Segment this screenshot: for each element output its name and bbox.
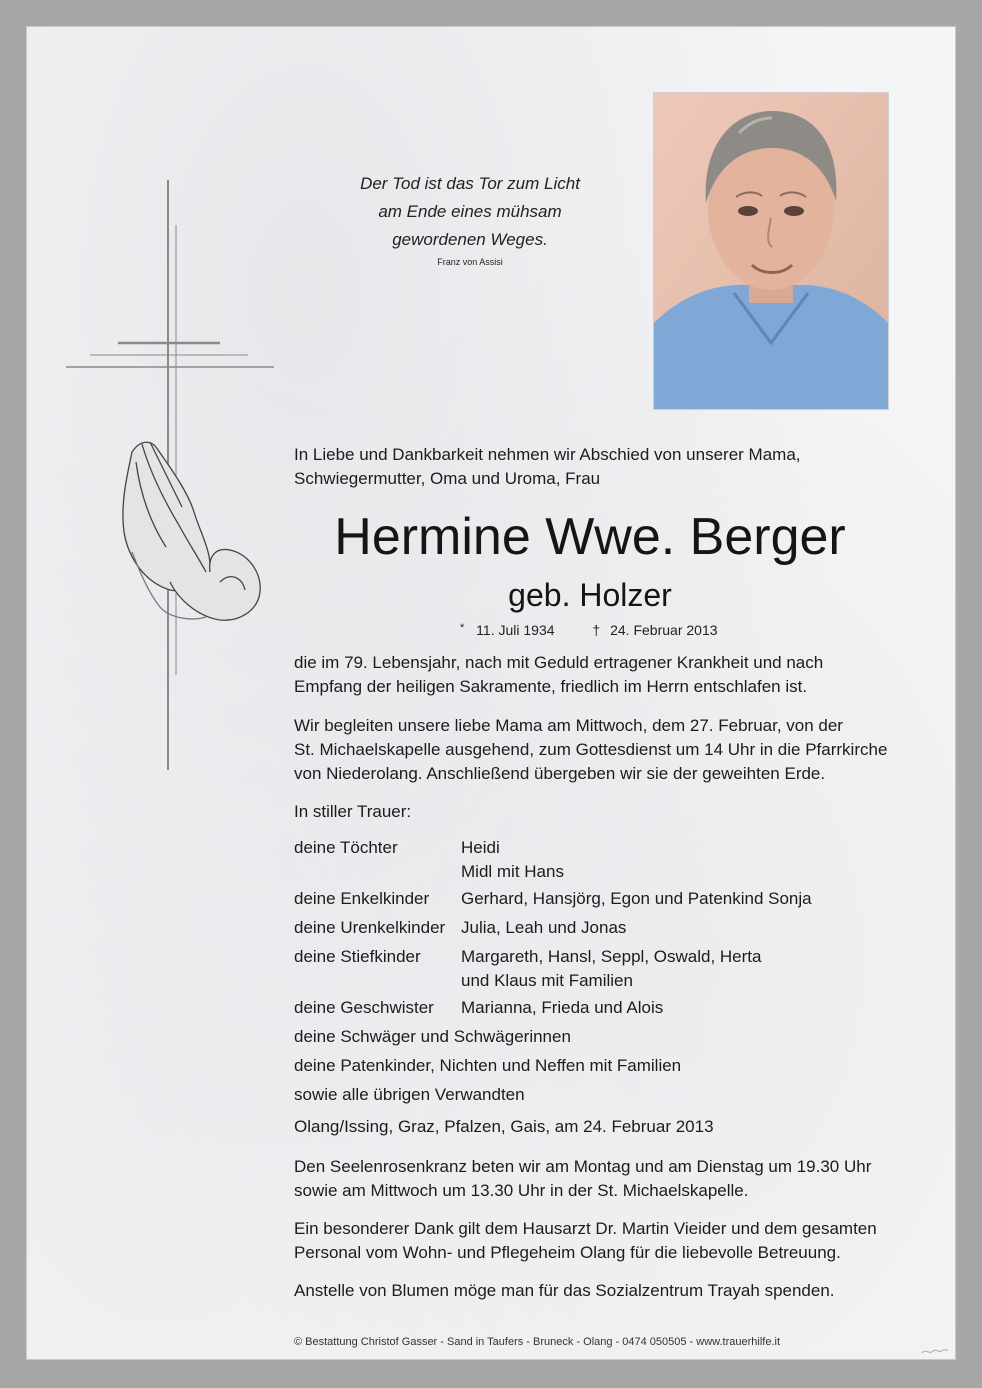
relation-label: deine Stiefkinder <box>294 947 421 966</box>
intro-line-1: In Liebe und Dankbarkeit nehmen wir Abschied von unserer Mama, <box>294 445 801 464</box>
paragraph-line: von Niederolang. Anschließend übergeben wir sie der geweihten Erde. <box>294 764 826 783</box>
list-item: deine Schwäger und Schwägerinnen <box>294 1027 571 1046</box>
portrait-photo <box>653 92 889 410</box>
paragraph-line: Ein besonderer Dank gilt dem Hausarzt Dr. Martin Vieider und dem gesamten <box>294 1219 877 1238</box>
list-item <box>294 942 812 993</box>
paragraph-line: Personal vom Wohn- und Pflegeheim Olang für die liebevolle Betreuung. <box>294 1243 841 1262</box>
survivors-list <box>294 833 812 1109</box>
paragraph-line: Wir begleiten unsere liebe Mama am Mittwoch, dem 27. Februar, von der <box>294 716 843 735</box>
paragraph-line: Den Seelenrosenkranz beten wir am Montag und am Dienstag um 19.30 Uhr <box>294 1157 872 1176</box>
life-dates <box>460 622 718 638</box>
survivor-name: Julia, Leah und Jonas <box>461 918 627 937</box>
survivor-name: Midl mit Hans <box>461 862 564 881</box>
paragraph-line: St. Michaelskapelle ausgehend, zum Gottesdienst um 14 Uhr in die Pfarrkirche <box>294 740 888 759</box>
birth-symbol: * <box>460 622 465 634</box>
relation-label: deine Enkelkinder <box>294 889 430 908</box>
rosary-paragraph <box>294 1155 871 1203</box>
maiden-name: geb. Holzer <box>508 577 672 613</box>
quote-line-3: gewordenen Weges. <box>392 230 548 249</box>
survivor-name: Gerhard, Hansjörg, Egon und Patenkind Sonja <box>461 889 812 908</box>
death-symbol: † <box>592 622 601 638</box>
deceased-name: Hermine Wwe. Berger <box>334 508 846 566</box>
survivor-name: Heidi <box>461 838 500 857</box>
praying-hands-icon <box>110 432 270 632</box>
list-item: deine Patenkinder, Nichten und Neffen mit Familien <box>294 1056 682 1075</box>
relation-label: deine Urenkelkinder <box>294 918 446 937</box>
intro-line-2: Schwiegermutter, Oma und Uroma, Frau <box>294 469 601 488</box>
intro-text <box>294 443 801 491</box>
quote-line-2: am Ende eines mühsam <box>378 202 562 221</box>
relation-names <box>461 942 761 993</box>
thanks-paragraph <box>294 1217 877 1265</box>
survivor-name: und Klaus mit Familien <box>461 971 633 990</box>
birth-date: 11. Juli 1934 <box>476 622 555 638</box>
survivor-name: Margareth, Hansl, Seppl, Oswald, Herta <box>461 947 762 966</box>
footer-credit: © Bestattung Christof Gasser - Sand in Taufers - Bruneck - Olang - 0474 050505 - www.trauerhilfe.it <box>294 1336 781 1348</box>
list-item <box>294 993 812 1022</box>
survivor-name: Marianna, Frieda und Alois <box>461 998 664 1017</box>
paragraph-funeral <box>294 714 887 786</box>
paragraph-line: Empfang der heiligen Sakramente, friedlich im Herrn entschlafen ist. <box>294 677 808 696</box>
quote-line-1: Der Tod ist das Tor zum Licht <box>360 174 580 193</box>
list-item <box>294 833 812 884</box>
paragraph-line: sowie am Mittwoch um 13.30 Uhr in der St. Michaelskapelle. <box>294 1181 749 1200</box>
list-item <box>294 913 812 942</box>
donation-note: Anstelle von Blumen möge man für das Sozialzentrum Trayah spenden. <box>294 1281 835 1300</box>
death-date: 24. Februar 2013 <box>610 622 718 638</box>
paragraph-passing <box>294 651 823 699</box>
relation-names <box>461 833 564 884</box>
quote-block <box>320 170 620 270</box>
mourning-heading: In stiller Trauer: <box>294 802 412 821</box>
artist-signature-icon <box>920 1346 950 1356</box>
paragraph-line: die im 79. Lebensjahr, nach mit Geduld ertragener Krankheit und nach <box>294 653 824 672</box>
quote-author: Franz von Assisi <box>437 257 503 267</box>
list-item <box>294 884 812 913</box>
relation-label: deine Töchter <box>294 838 398 857</box>
list-item: sowie alle übrigen Verwandten <box>294 1085 525 1104</box>
relation-label: deine Geschwister <box>294 998 434 1017</box>
place-date: Olang/Issing, Graz, Pfalzen, Gais, am 24. Februar 2013 <box>294 1117 714 1136</box>
